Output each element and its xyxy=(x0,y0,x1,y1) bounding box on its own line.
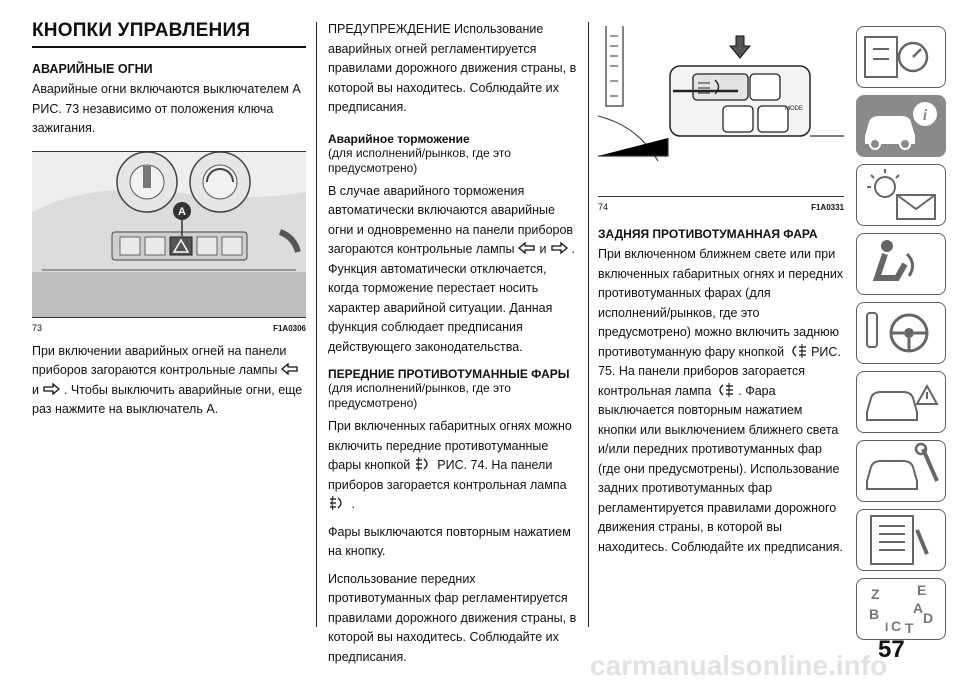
paragraph-front-fog-rules: Использование передних противотуманных фар регламентируется правилами дорожного движения страны, в которой вы находитесь. Соблюдайте их предписания. xyxy=(328,571,577,664)
hazard-switch-photo xyxy=(32,152,306,317)
paragraph-front-fog: При включенных габаритных огнях можно включить передние противотуманные фары кнопкой РИС. 74. На панели приборов загорается контрольная лампа . xyxy=(328,419,572,511)
figure-code: F1A0306 xyxy=(273,323,306,333)
svg-text:D: D xyxy=(923,610,934,626)
svg-text:T: T xyxy=(905,620,914,636)
page-title: КНОПКИ УПРАВЛЕНИЯ xyxy=(32,20,251,41)
warning-hazard-usage: ПРЕДУПРЕЖДЕНИЕ Использование аварийных огней регламентируется правилами дорожного движения страны, в которой вы находитесь. Соблюдайте их предписания. xyxy=(328,22,577,114)
alphabet-index-icon[interactable] xyxy=(856,578,946,640)
steering-wheel-icon[interactable] xyxy=(856,302,946,364)
section-heading-rear-fog: ЗАДНЯЯ ПРОТИВОТУМАННАЯ ФАРА xyxy=(598,227,818,241)
svg-text:B: B xyxy=(869,606,880,622)
svg-text:Z: Z xyxy=(871,586,880,602)
figure-code: F1A0331 xyxy=(811,203,844,212)
fog-light-buttons-photo xyxy=(598,26,844,196)
figure-number: 73 xyxy=(32,322,43,333)
figure-73 xyxy=(32,151,306,333)
dashboard-gauge-icon[interactable] xyxy=(856,26,946,88)
availability-note: (для исполнений/рынков, где это предусмотрено) xyxy=(328,145,511,175)
watermark: carmanualsonline.info xyxy=(590,650,888,681)
column-left xyxy=(32,20,306,428)
left-turn-arrow-icon xyxy=(281,363,299,375)
paragraph-hazard-lamps: При включении аварийных огней на панели приборов загораются контрольные лампы и . Чтобы выключить аварийные огни, еще раз нажмите на выключатель А. xyxy=(32,343,303,416)
column-divider xyxy=(588,22,589,627)
paragraph-front-fog-off: Фары выключаются повторным нажатием на кнопку. xyxy=(328,524,571,558)
front-fog-light-icon xyxy=(328,495,348,511)
paragraph-hazard-intro: Аварийные огни включаются выключателем А РИС. 73 независимо от положения ключа зажигания. xyxy=(32,82,301,135)
front-fog-light-icon xyxy=(414,456,434,472)
svg-text:A: A xyxy=(913,600,924,616)
rear-fog-light-icon xyxy=(788,343,808,359)
figure-callout-a: A xyxy=(178,205,186,218)
svg-text:i: i xyxy=(922,107,928,124)
section-heading-emergency-braking: Аварийное торможение xyxy=(328,131,470,146)
svg-text:I: I xyxy=(885,620,889,634)
car-wrench-icon[interactable] xyxy=(856,440,946,502)
figure-74 xyxy=(598,26,844,212)
airbag-person-icon[interactable] xyxy=(856,233,946,295)
section-heading-front-fog: ПЕРЕДНИЕ ПРОТИВОТУМАННЫЕ ФАРЫ xyxy=(328,367,570,381)
light-mail-icon[interactable] xyxy=(856,164,946,226)
svg-text:E: E xyxy=(917,582,927,598)
mode-button-label: MODE xyxy=(785,106,803,112)
checklist-icon[interactable] xyxy=(856,509,946,571)
title-underline xyxy=(32,46,306,48)
chapter-sidebar xyxy=(856,26,946,647)
rear-fog-light-icon xyxy=(715,382,735,398)
column-right xyxy=(598,20,844,565)
right-turn-arrow-icon xyxy=(550,242,568,254)
paragraph-emergency-braking: В случае аварийного торможения автоматически включаются аварийные огни и одновременно на панели приборов загораются контрольные лампы и . Функция автоматически отключается, когда торможение перестает носить характер аварийной ситуации. Данная функция соблюдает предписания действующего законодательства. xyxy=(328,183,575,354)
column-middle xyxy=(328,20,578,675)
section-heading-hazard: АВАРИЙНЫЕ ОГНИ xyxy=(32,62,153,76)
page-number: 57 xyxy=(878,636,905,663)
right-turn-arrow-icon xyxy=(42,383,60,395)
left-turn-arrow-icon xyxy=(518,242,536,254)
figure-number: 74 xyxy=(598,202,609,212)
availability-note: (для исполнений/рынков, где это предусмотрено) xyxy=(328,381,511,410)
paragraph-rear-fog: При включенном ближнем свете или при включенных габаритных огнях и передних противотуманных фарах (для исполнений/рынков, где это предусмотрено) можно включить заднюю противотуманную фару кнопкой РИС. 75. На панели приборов загорается контрольная лампа . Фара выключается повторным нажатием кнопки или выключением ближнего света и/или передних противотуманных фар (где они предусмотрены). Использование задних противотуманных фар регламентируется правилами дорожного движения страны, в которой вы находитесь. Соблюдайте их предписания. xyxy=(598,247,844,554)
column-divider xyxy=(316,22,317,627)
car-info-icon[interactable] xyxy=(856,95,946,157)
svg-text:C: C xyxy=(891,618,902,634)
car-warning-icon[interactable] xyxy=(856,371,946,433)
